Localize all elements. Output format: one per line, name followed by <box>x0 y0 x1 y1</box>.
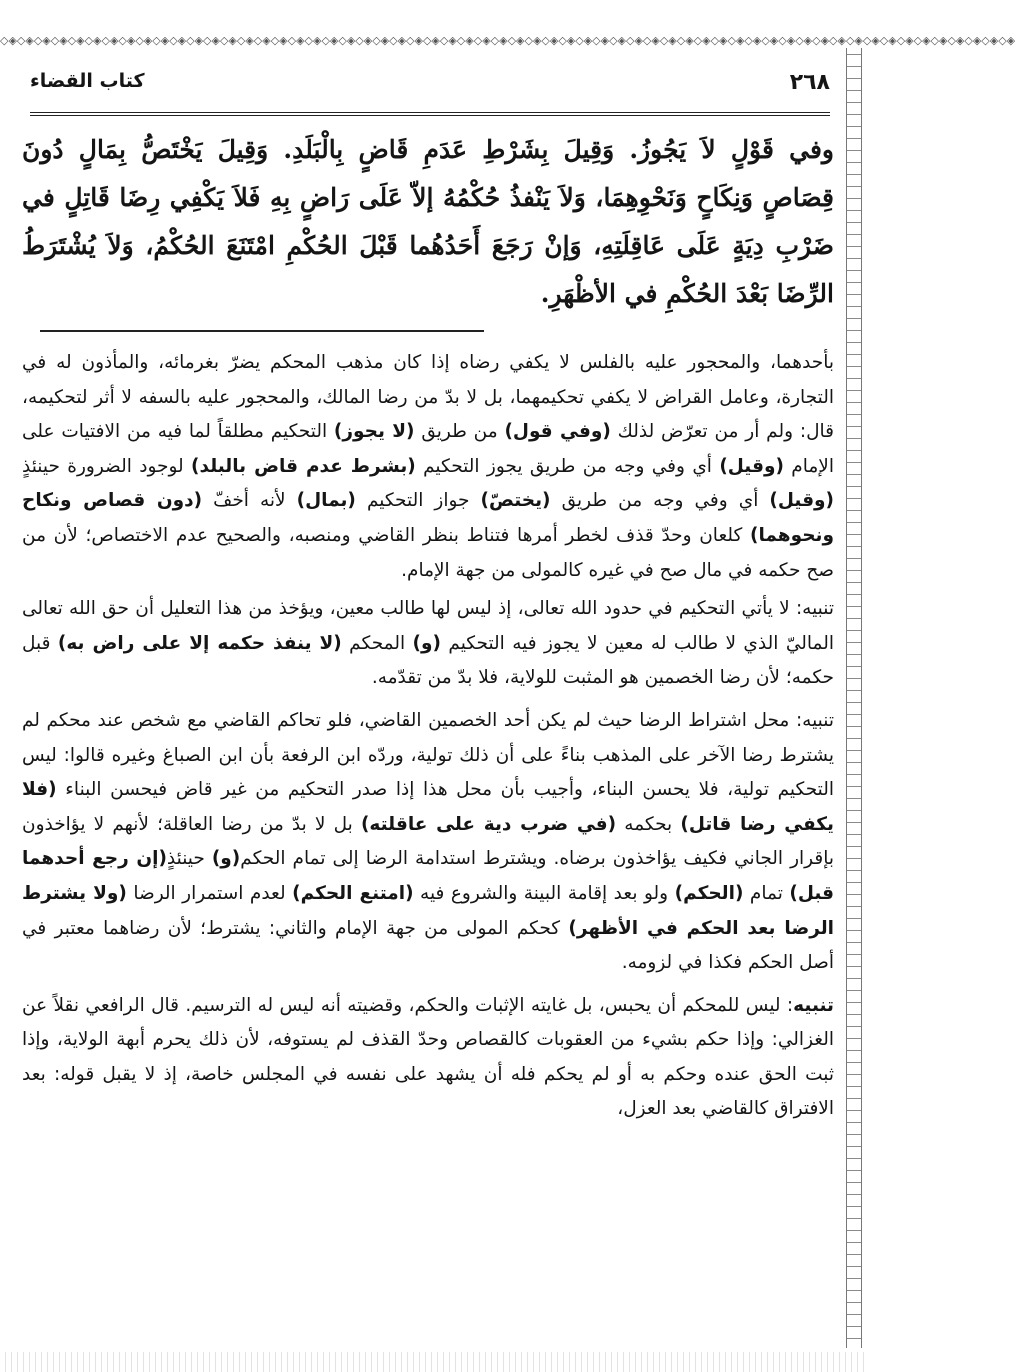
commentary <box>22 346 834 1135</box>
main-text: وفي قَوْلٍ لاَ يَجُوزُ. وَقِيلَ بِشَرْطِ عَدَمِ قَاضٍ بِالْبَلَدِ. وَقِيلَ يَخْتَصُّ بِمَالٍ دُونَ قِصَاصٍ وَنِكَاحٍ وَنَحْوِهِمَا، وَلاَ يَنْفذُ حُكْمُهُ إلاّ عَلَى رَاضٍ بِهِ فَلاَ يَكْفِي رِضَا قَاتِلٍ في ضَرْبِ دِيَةٍ عَلَى عَاقِلَتِهِ، وَإنْ رَجَعَ أَحَدُهُما قَبْلَ الحُكْمِ امْتَنَعَ الحُكْمُ، وَلاَ يُشْتَرَطُ الرِّضَا بَعْدَ الحُكْمِ في الأظْهَرِ. <box>22 135 834 308</box>
commentary-paragraph: تنبيه: لا يأتي التحكيم في حدود الله تعالى، إذ ليس لها طالب معين، ويؤخذ من هذا التعليل أن حق الله تعالى الماليّ الذي لا طالب له معين لا يجوز فيه التحكيم (و) المحكم (لا ينفذ حكمه إلا على راض به) قبل حكمه؛ لأن رضا الخصمين هو المثبت للولاية، فلا بدّ من تقدّمه. <box>22 598 834 689</box>
bottom-scan-edge <box>0 1352 868 1372</box>
book-title: كتاب القضاء <box>30 70 145 92</box>
right-ornamental-border <box>846 48 862 1348</box>
commentary-paragraph: تنبيه: ليس للمحكم أن يحبس، بل غايته الإثبات والحكم، وقضيته أنه ليس له الترسيم. قال الرافعي نقلاً عن الغزالي: وإذا حكم بشيء من العقوبات كالقصاص وحدّ القذف لم يستوفه، لأن ذلك يحرم أبهة الولاية، وإذا ثبت الحق عنده وحكم به أو لم يحكم فله أن يشهد على نفسه في المجلس خاصة، إذ لا يقبل قوله: بعد الافتراق كالقاضي بعد العزل، <box>22 994 834 1120</box>
commentary-paragraph: بأحدهما، والمحجور عليه بالفلس لا يكفي رضاه إذا كان مذهب المحكم يضرّ بغرمائه، والمأذون له في التجارة، وعامل القراض لا يكفي تحكيمهما، بل لا بدّ من رضا المالك، والمحجور عليه بالسفه لا أثر لتحكيمه، قال: ولم أر من تعرّض لذلك (وفي قول) من طريق (لا يجوز) التحكيم مطلقاً لما فيه من الافتيات على الإمام (وقيل) أي وفي وجه من طريق يجوز التحكيم (بشرط عدم قاض بالبلد) لوجود الضرورة حينئذٍ (وقيل) أي وفي وجه من طريق (يختصّ) جواز التحكيم (بمال) لأنه أخفّ (دون قصاص ونكاح ونحوهما) كلعان وحدّ قذف لخطر أمرها فتناط بنظر القاضي ومنصبه، والصحيح عدم الاختصاص؛ لأن من صح حكمه في مال صح في غيره كالمولى من جهة الإمام. <box>22 352 835 581</box>
commentary-paragraph: تنبيه: محل اشتراط الرضا حيث لم يكن أحد الخصمين القاضي، فلو تحاكم القاضي مع شخص عند محكم لم يشترط رضا الآخر على المذهب بناءً على أن ذلك تولية، وردّه ابن الرفعة بأن ابن الصباغ وغيره قالوا: ليس التحكيم تولية، فلا يحسن البناء، وأجيب بأن محل هذا إذا صدر التحكيم من غير قاض فيحسن البناء (فلا يكفي رضا قاتل) بحكمه (في ضرب دية على عاقلته) بل لا بدّ من رضا العاقلة؛ لأنهم لا يؤاخذون بإقرار الجاني فكيف يؤاخذون برضاه. ويشترط استدامة الرضا إلى تمام الحكم(و) حينئذٍ(إن رجع أحدهما قبل) تمام (الحكم) ولو بعد إقامة البينة والشروع فيه (امتنع الحكم) لعدم استمرار الرضا (ولا يشترط الرضا بعد الحكم في الأظهر) كحكم المولى من جهة الإمام والثاني: يشترط؛ لأن رضاهما معتبر في أصل الحكم فكذا في لزومه. <box>22 709 834 974</box>
main-text-separator <box>40 330 484 332</box>
page-number: ٢٦٨ <box>789 70 830 95</box>
header-rule <box>30 112 830 116</box>
top-ornamental-border: ◇◈◇◈◇◈◇◈◇◈◇◈◇◈◇◈◇◈◇◈◇◈◇◈◇◈◇◈◇◈◇◈◇◈◇◈◇◈◇◈◇◈◇◈◇◈◇◈◇◈◇◈◇◈◇◈◇◈◇◈◇◈◇◈◇◈◇◈◇◈◇◈◇◈◇◈◇◈◇◈◇◈◇◈◇◈◇◈◇◈◇◈◇◈◇◈◇◈◇◈◇◈◇◈◇◈◇◈◇◈◇◈◇◈◇◈◇◈◇◈ <box>0 34 1015 47</box>
page-header <box>30 60 830 106</box>
